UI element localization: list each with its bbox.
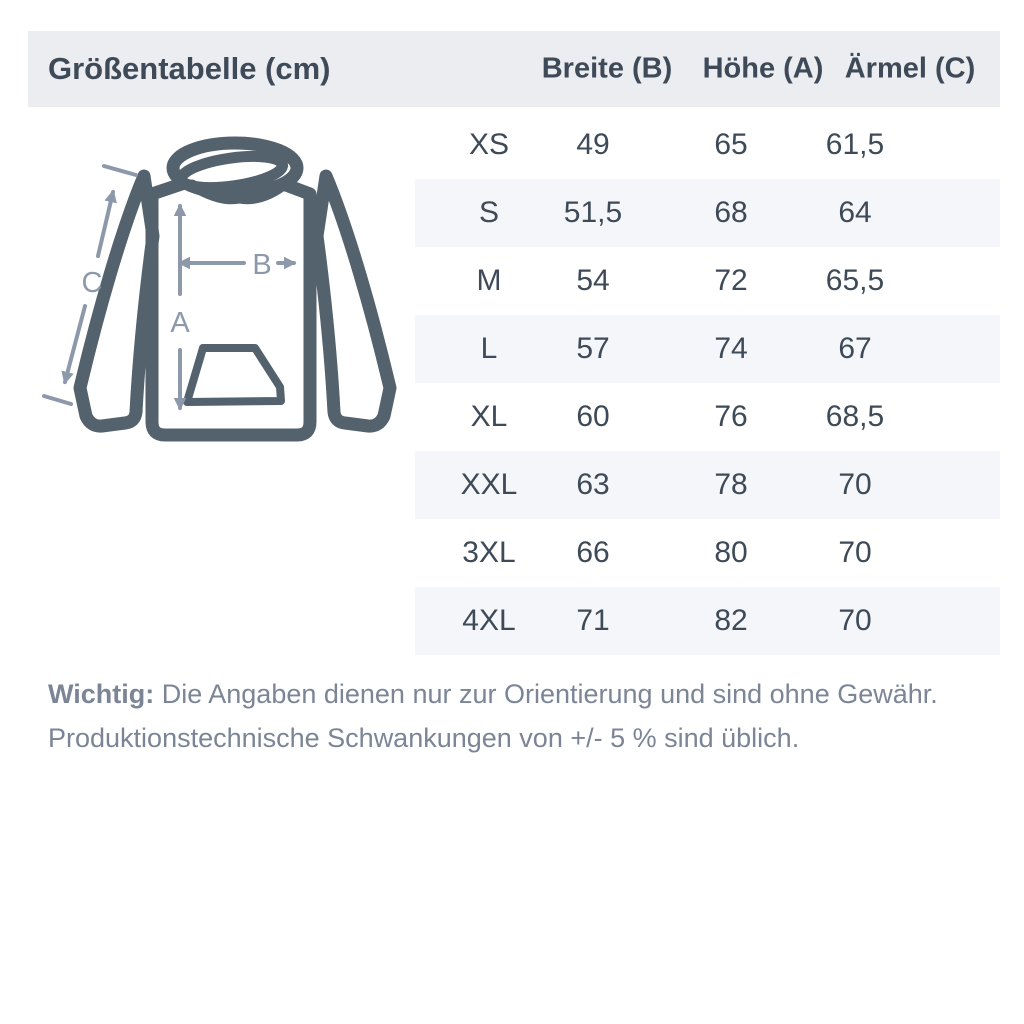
size-label: 4XL	[462, 604, 516, 637]
hoodie-measurement-diagram	[40, 130, 420, 450]
column-header-aermel: Ärmel (C)	[844, 52, 976, 85]
table-row-4xl	[415, 587, 1000, 655]
size-label: M	[476, 264, 502, 297]
breite-value: 60	[576, 400, 610, 433]
size-label: XXL	[460, 468, 518, 501]
hoodie-body	[152, 166, 310, 435]
hoehe-value: 74	[714, 332, 748, 365]
dimension-tick-c-top	[104, 166, 136, 175]
hoehe-value: 76	[714, 400, 748, 433]
breite-value: 57	[576, 332, 610, 365]
aermel-value: 70	[838, 468, 872, 501]
hoehe-value: 78	[714, 468, 748, 501]
aermel-value: 67	[838, 332, 872, 365]
aermel-value: 65,5	[825, 264, 885, 297]
size-table	[415, 111, 1000, 655]
dimension-label-a: A	[170, 307, 190, 339]
footnote-text-1: Die Angaben dienen nur zur Orientierung und sind ohne Gewähr.	[154, 679, 938, 709]
column-header-hoehe: Höhe (A)	[702, 52, 824, 85]
hoehe-value: 72	[714, 264, 748, 297]
breite-value: 51,5	[563, 196, 623, 229]
size-label: 3XL	[462, 536, 516, 569]
hoehe-value: 65	[714, 128, 748, 161]
aermel-value: 61,5	[825, 128, 885, 161]
aermel-value: 64	[838, 196, 872, 229]
table-row-m	[415, 247, 1000, 315]
dimension-label-c: C	[81, 267, 103, 299]
breite-value: 54	[576, 264, 610, 297]
size-label: S	[478, 196, 500, 229]
header-band	[28, 31, 1000, 107]
table-row-xs	[415, 111, 1000, 179]
table-row-3xl	[415, 519, 1000, 587]
hoodie-left-sleeve	[80, 176, 153, 426]
dimension-label-b: B	[252, 249, 272, 281]
table-row-s	[415, 179, 1000, 247]
breite-value: 63	[576, 468, 610, 501]
table-row-xl	[415, 383, 1000, 451]
size-label: L	[480, 332, 498, 365]
aermel-value: 70	[838, 536, 872, 569]
breite-value: 66	[576, 536, 610, 569]
table-row-xxl	[415, 451, 1000, 519]
table-row-l	[415, 315, 1000, 383]
hoehe-value: 82	[714, 604, 748, 637]
aermel-value: 68,5	[825, 400, 885, 433]
hoodie-diagram-svg	[40, 130, 420, 450]
aermel-value: 70	[838, 604, 872, 637]
breite-value: 49	[576, 128, 610, 161]
size-label: XL	[470, 400, 508, 433]
hoehe-value: 68	[714, 196, 748, 229]
hoehe-value: 80	[714, 536, 748, 569]
dimension-tick-c-bottom	[44, 396, 71, 404]
breite-value: 71	[576, 604, 610, 637]
column-header-breite: Breite (B)	[541, 52, 673, 85]
hoodie-right-sleeve	[317, 176, 390, 426]
size-label: XS	[468, 128, 510, 161]
footnote-line-1	[48, 672, 968, 716]
footnote-label: Wichtig:	[48, 679, 155, 709]
kangaroo-pocket	[187, 348, 281, 402]
footnote-line-2: Produktionstechnische Schwankungen von +/- 5 % sind üblich.	[48, 723, 800, 753]
dimension-arrow-c-top	[98, 192, 113, 256]
footnote	[48, 672, 968, 760]
page-title: Größentabelle (cm)	[48, 51, 331, 86]
